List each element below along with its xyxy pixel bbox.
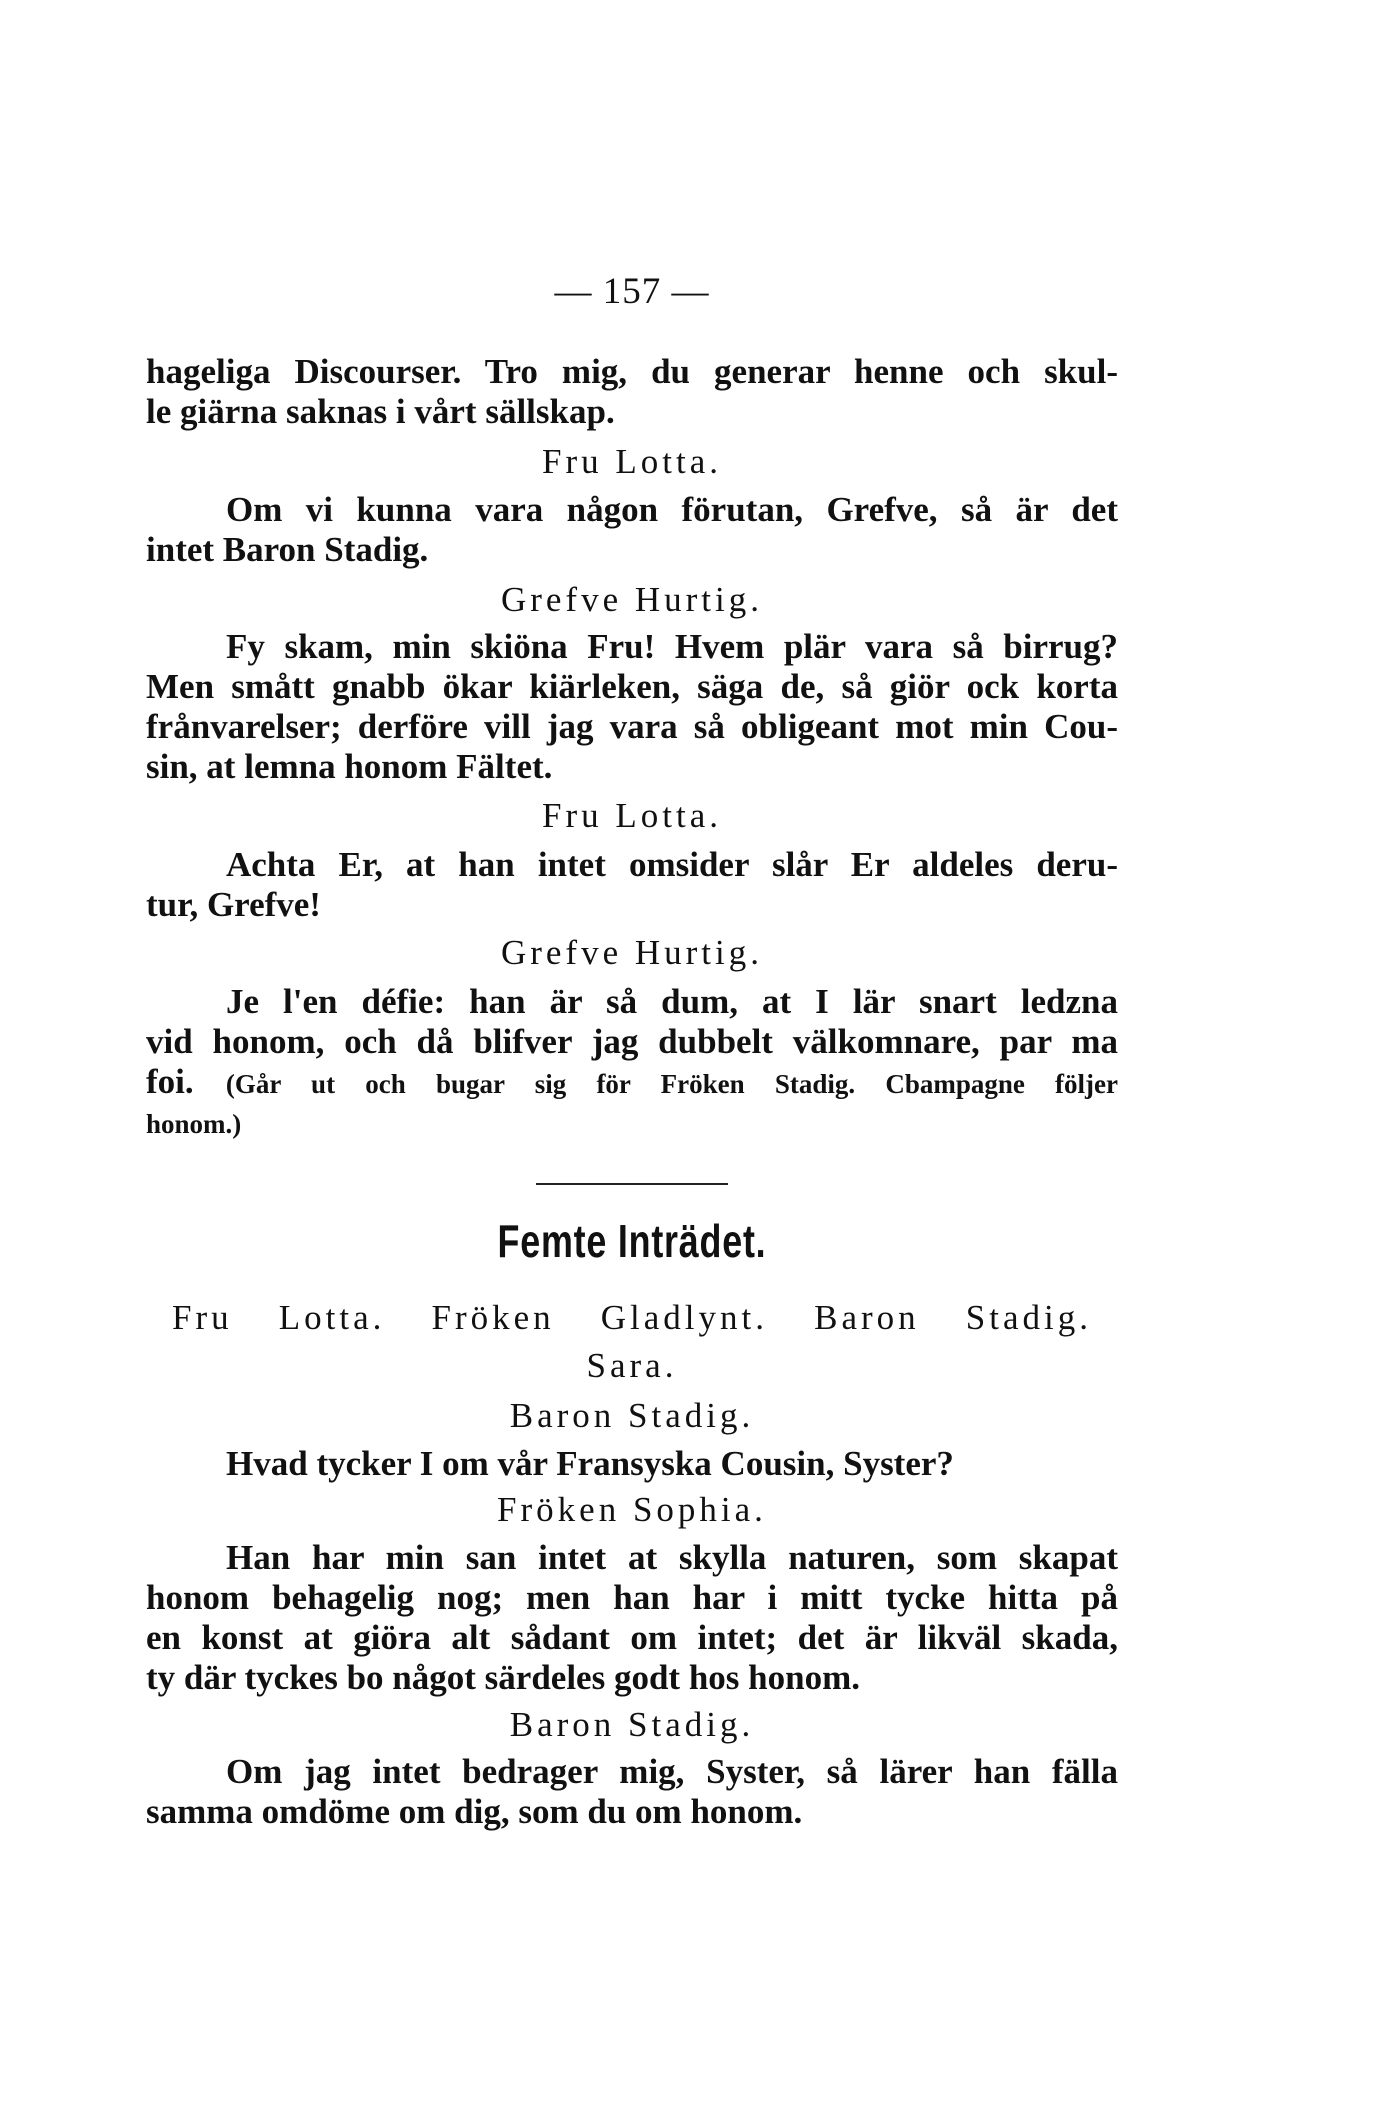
- text-line: le giärna saknas i vårt sällskap.: [146, 392, 615, 431]
- text-fragment: foi.: [146, 1062, 194, 1101]
- page-number: — 157 —: [554, 271, 710, 312]
- text-line: Fy skam, min skiöna Fru! Hvem plär vara så birrug?: [226, 627, 1118, 666]
- speaker-name: Fru Lotta.: [542, 442, 722, 481]
- dialogue-paragraph: [146, 1538, 1118, 1698]
- dialogue-paragraph: [146, 352, 1118, 432]
- speaker-name: Grefve Hurtig.: [500, 933, 764, 972]
- text-line: frånvarelser; derföre vill jag vara så obligeant mot min Cou-: [146, 707, 1118, 746]
- text-line: Achta Er, at han intet omsider slår Er aldeles deru-: [226, 845, 1118, 884]
- text-line: ty där tyckes bo något särdeles godt hos honom.: [146, 1658, 860, 1697]
- dialogue-paragraph: [146, 1752, 1118, 1832]
- dialogue-paragraph: [146, 1444, 1118, 1484]
- dialogue-paragraph: [146, 982, 1118, 1144]
- text-line: tur, Grefve!: [146, 885, 321, 924]
- section-divider: [536, 1183, 728, 1185]
- stage-direction: (Går ut och bugar sig för Fröken Stadig. Cbampagne följer: [225, 1069, 1119, 1099]
- speaker-name: Fröken Sophia.: [497, 1490, 767, 1529]
- text-line: Han har min san intet at skylla naturen, som skapat: [226, 1538, 1118, 1577]
- speaker-name: Baron Stadig.: [509, 1705, 755, 1744]
- scene-title: Femte Inträdet.: [497, 1215, 767, 1267]
- dialogue-paragraph: [146, 845, 1118, 925]
- speaker-name: Grefve Hurtig.: [500, 580, 764, 619]
- text-line: samma omdöme om dig, som du om honom.: [146, 1792, 803, 1831]
- text-line: sin, at lemna honom Fältet.: [146, 747, 553, 786]
- text-line: [146, 1062, 1118, 1104]
- text-line: intet Baron Stadig.: [146, 530, 429, 569]
- cast-list: Fru Lotta. Fröken Gladlynt. Baron Stadig.: [172, 1298, 1092, 1337]
- speaker-name: Baron Stadig.: [509, 1396, 755, 1435]
- text-line: Hvad tycker I om vår Fransyska Cousin, Syster?: [226, 1444, 954, 1483]
- text-line: vid honom, och då blifver jag dubbelt välkomnare, par ma: [146, 1022, 1118, 1061]
- speaker-name: Fru Lotta.: [542, 796, 722, 835]
- text-line: Om jag intet bedrager mig, Syster, så lärer han fälla: [226, 1752, 1118, 1791]
- text-line: honom behagelig nog; men han har i mitt tycke hitta på: [146, 1578, 1118, 1617]
- text-line: Om vi kunna vara någon förutan, Grefve, så är det: [226, 490, 1118, 529]
- dialogue-paragraph: [146, 627, 1118, 787]
- text-line: en konst at giöra alt sådant om intet; det är likväl skada,: [146, 1618, 1118, 1657]
- dialogue-paragraph: [146, 490, 1118, 570]
- book-page: [146, 0, 1118, 2101]
- stage-direction: honom.): [146, 1109, 242, 1139]
- text-line: hageliga Discourser. Tro mig, du generar henne och skul-: [146, 352, 1118, 391]
- text-line: Men smått gnabb ökar kiärleken, säga de, så giör ock korta: [146, 667, 1118, 706]
- text-line: Je l'en défie: han är så dum, at I lär snart ledzna: [226, 982, 1118, 1021]
- cast-list-continued: Sara.: [586, 1346, 678, 1385]
